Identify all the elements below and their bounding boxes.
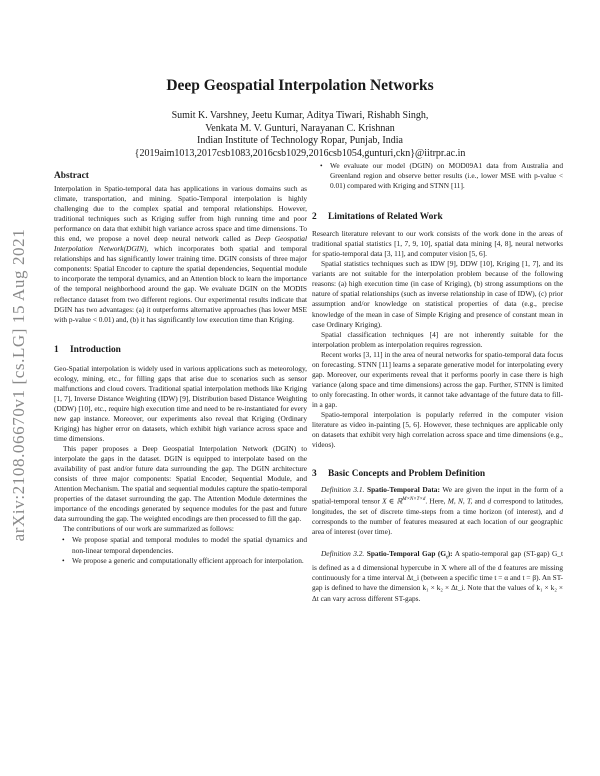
- related-paragraph-3: Spatial classification techniques [4] are not inherently suitable for the interpolation problem as interpolation requires regression.: [312, 329, 563, 349]
- definition-3-1: Definition 3.1. Spatio-Temporal Data: We are given the input in the form of a spatial-temporal tensor X ∈ ℝ$^{M\times N\times T\times d}$. Here, M, N, T, and d correspond to latitudes, longitudes, the set of discrete time-steps from a time horizon (of interest), and d corresponds to the number of features measured at each location of our geographic area of interest (over time).: [312, 485, 563, 536]
- left-column: [54, 170, 307, 566]
- arxiv-identifier: arXiv:2108.06670v1 [cs.LG] 15 Aug 2021: [9, 228, 28, 542]
- definition-3-2: Definition 3.2. Spatio-Temporal Gap $(G_t)$: A spatio-temporal gap (ST-gap) G_t is defined as a d dimensional hypercube in X where all of the d features are missing continuously for a time interval Δt_i (between a specific time t = α and t = β). An ST-gap is defined to have the dimension k₁ × k₂ × Δt_i. Note that the values of k₁ × k₂ × Δt can vary across different ST-gaps.: [312, 548, 563, 603]
- concepts-heading: 3 Basic Concepts and Problem Definition: [312, 469, 486, 480]
- related-paragraph-4: Recent works [3, 11] in the area of neural networks for spatio-temporal data focus on forecasting. STNN [11] learns a separate generative model for interpolating every gap. Moreover, our experiments reveal that it performs poorly in case there is high variance (along space and time dimensions) across the gap. Further, STNN is limited to only forecasting. In other words, it cannot take advantage of the future data to fill-in a gap.: [312, 349, 563, 409]
- related-paragraph-5: Spatio-temporal interpolation is popularly referred in the computer vision literature as video in-painting [5, 6]. However, these techniques are applicable only on datasets that exhibit very high correlation across space and time dimensions (e.g., videos).: [312, 409, 563, 450]
- related-work-heading: 2 Limitations of Related Work: [312, 212, 443, 223]
- contributions-list-continued: [312, 161, 563, 191]
- authors-line-2: Venkata M. V. Gunturi, Narayanan C. Krishnan: [205, 122, 395, 134]
- arxiv-sidebar: [6, 180, 32, 590]
- abstract-heading: Abstract: [54, 171, 89, 181]
- affiliation: Indian Institute of Technology Ropar, Punjab, India: [197, 135, 403, 147]
- intro-paragraph-2: This paper proposes a Deep Geospatial Interpolation Network (DGIN) to interpolate the gaps in the dataset. DGIN is equipped to interpolate based on the availability of past and/or future data surrounding the gap. The DGIN architecture consists of three major components: Spatial Encoder, Sequential Module, and Attention Mechanism. The spatial and sequential modules capture the spatio-temporal properties of the dataset surrounding the gap. The Attention Module determines the importance of the encodings generated by sequence modules for the past and future data surrounding the gap. The weighted encodings are then processed to fill the gap.: [54, 444, 307, 524]
- related-paragraph-1: Research literature relevant to our work consists of the work done in the areas of traditional spatial statistics [1, 7, 9, 10], spatial data mining [4, 8], neural networks for spatio-temporal data [3, 11], and computer vision [5, 6].: [312, 229, 563, 259]
- list-item: • We propose a generic and computationally efficient approach for interpolation.: [72, 556, 307, 566]
- model-name: Deep Geospatial Interpolation Network(DGIN),: [54, 234, 307, 254]
- paper-title: Deep Geospatial Interpolation Networks: [166, 77, 434, 94]
- list-item: • We evaluate our model (DGIN) on MOD09A1 data from Australia and Greenland region and observe better results (i.e., lower MSE with p-value < 0.01) compared with Kriging and STNN [11].: [330, 161, 563, 191]
- authors-line-1: Sumit K. Varshney, Jeetu Kumar, Aditya Tiwari, Rishabh Singh,: [171, 110, 429, 121]
- contributions-list: [54, 535, 307, 565]
- intro-paragraph-1: Geo-Spatial interpolation is widely used in various applications such as meteorology, ecology, mining, etc., for filling gaps that arise due to scenarios such as sensor malfunctions and cloud covers. Traditional spatial interpolation methods like Kriging [1, 7], Inverse Distance Weighting (IDW) [9], Distribution based Distance Weighting (DDW) [10], etc., require high execution time and need to be re-instantiated for every new gap instance. Moreover, our experiments also reveal that Kriging (Ordinary Kriging) has higher error on datasets, which exhibit high variance across space and time dimensions.: [54, 363, 307, 443]
- related-paragraph-2: Spatial statistics techniques such as IDW [9], DDW [10], Kriging [1, 7], and its variants are not suitable for the interpolation problem because of the following reasons: (a) high execution time (in case of Kriging), (b) strong assumptions on the nature of spatial relationships (such as inverse relationship in case of IDW), (c) prior assumption and/or knowledge on statistical properties of data (e.g., precise knowledge of the mean in case of Simple Kriging and presence of constant mean in case Ordinary Kriging).: [312, 259, 563, 329]
- intro-paragraph-3: The contributions of our work are summarized as follows:: [63, 524, 234, 534]
- list-item: • We propose spatial and temporal modules to model the spatial dynamics and non-linear temporal dependencies.: [72, 535, 307, 555]
- author-block: [50, 110, 550, 160]
- intro-heading: 1 Introduction: [54, 344, 121, 355]
- author-emails: {2019aim1013,2017csb1083,2016csb1029,2016csb1054,gunturi,ckn}@iitrpr.ac.in: [134, 147, 466, 159]
- right-column: [312, 161, 563, 604]
- abstract-text: Interpolation in Spatio-temporal data has applications in various domains such as climate, transportation, and mining. Spatio-Temporal interpolation is highly challenging due to the complex spatial and temporal relationships. However, traditional techniques such as Kriging suffer from high running time and poor performance on data that exhibit high variance across space and time dimensions. To this end, we propose a novel deep neural network called as Deep Geospatial Interpolation Network(DGIN), which incorporates both spatial and temporal relationships and has significantly lower training time. DGIN consists of three major components: Spatial Encoder to capture the spatial dependencies, Sequential module to incorporate the temporal dynamics, and an Attention block to learn the importance of the temporal neighborhood around the gap. We evaluate DGIN on the MODIS reflectance dataset from two different regions. Our experimental results indicate that DGIN has two advantages: (a) it outperforms alternative approaches (has lower MSE with p-value < 0.01) and, (b) it has significantly low execution time than Kriging.: [54, 184, 307, 324]
